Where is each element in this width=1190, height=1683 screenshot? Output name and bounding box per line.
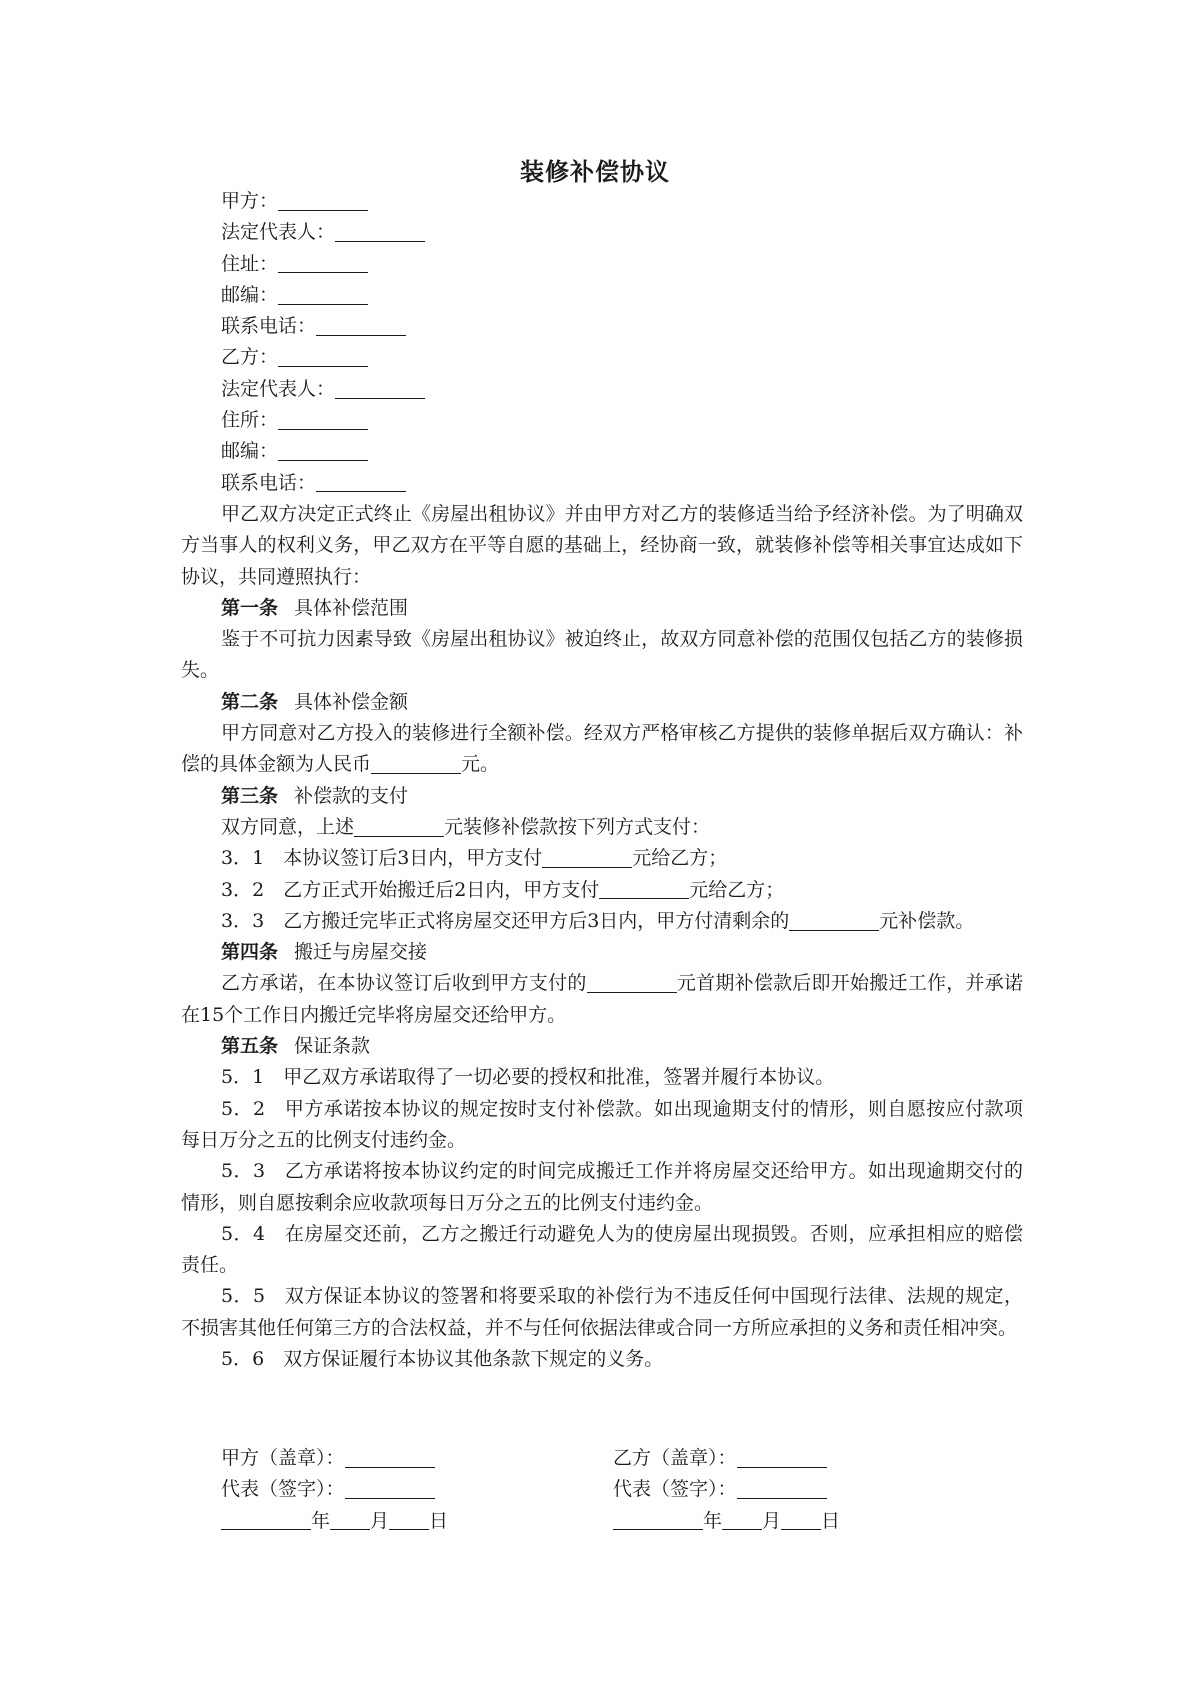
intro-paragraph: 甲乙双方决定正式终止《房屋出租协议》并由甲方对乙方的装修适当给予经济补偿。为了明确双方当事人的权利义务，甲乙双方在平等自愿的基础上，经协商一致，就装修补偿等相关事宜达成如下协议，共同遵照执行：	[181, 502, 1023, 588]
document-title: 装修补偿协议	[520, 157, 670, 186]
article-title: 具体补偿范围	[294, 596, 409, 619]
payment-item	[181, 875, 1023, 906]
article-heading	[181, 1031, 1023, 1062]
item-number: 5．4	[221, 1222, 266, 1245]
article-title: 具体补偿金额	[294, 690, 409, 713]
blank-field[interactable]	[345, 1447, 435, 1468]
payment-item	[181, 906, 1023, 937]
paragraph-text: 乙方承诺将按本协议约定的时间完成搬迁工作并将房屋交还给甲方。如出现逾期交付的情形，则自愿按剩余应收款项每日万分之五的比例支付违约金。	[181, 1160, 1023, 1214]
article-heading	[181, 687, 1023, 718]
paragraph-text: 元装修补偿款按下列方式支付：	[444, 815, 711, 838]
year-label: 年	[703, 1509, 723, 1532]
blank-field[interactable]	[278, 284, 368, 305]
party-a-address-line	[181, 249, 1023, 280]
article-title: 补偿款的支付	[294, 784, 409, 807]
seal-line	[221, 1443, 448, 1474]
seal-label: 甲方（盖章）：	[221, 1447, 345, 1469]
article-number: 第五条	[221, 1035, 279, 1058]
paragraph-text: 元首期补偿款后即开始搬迁工作，并承诺在15个工作日内搬迁完毕将房屋交还给甲方。	[181, 972, 1023, 1026]
field-label: 住址：	[221, 252, 279, 275]
party-b-address-line	[181, 405, 1023, 436]
field-label: 联系电话：	[221, 471, 317, 494]
article-paragraph: 鉴于不可抗力因素导致《房屋出租协议》被迫终止，故双方同意补偿的范围仅包括乙方的装修损失。	[181, 628, 1023, 682]
guarantee-item	[181, 1062, 1023, 1093]
seal-line	[613, 1443, 840, 1474]
article-heading	[181, 937, 1023, 968]
article-title: 保证条款	[294, 1035, 371, 1058]
blank-field[interactable]	[737, 1447, 827, 1468]
item-number: 3．2	[221, 878, 265, 901]
field-label: 法定代表人：	[221, 221, 336, 244]
paragraph-text: 双方同意，上述	[221, 815, 355, 838]
date-line	[221, 1506, 448, 1537]
article-heading	[181, 593, 1023, 624]
paragraph-text: 乙方承诺，在本协议签订后收到甲方支付的	[221, 972, 587, 995]
paragraph-text: 甲乙双方承诺取得了一切必要的授权和批准，签署并履行本协议。	[283, 1066, 835, 1089]
item-number: 3．3	[221, 909, 265, 932]
sign-line	[613, 1474, 840, 1505]
item-number: 5．2	[221, 1097, 266, 1120]
paragraph-text: 甲方承诺按本协议的规定按时支付补偿款。如出现逾期支付的情形，则自愿按应付款项每日万分之五的比例支付违约金。	[181, 1097, 1023, 1151]
guarantee-item	[181, 1094, 1023, 1157]
signature-block-party-b	[613, 1443, 840, 1537]
guarantee-item	[181, 1344, 1023, 1375]
year-blank[interactable]	[613, 1509, 703, 1530]
sign-line	[221, 1474, 448, 1505]
item-number: 3．1	[221, 847, 265, 870]
payment-item	[181, 843, 1023, 874]
blank-field[interactable]	[335, 378, 425, 399]
paragraph-text: 元补偿款。	[879, 909, 975, 932]
paragraph-text: 乙方搬迁完毕正式将房屋交还甲方后3日内，甲方付清剩余的	[283, 909, 790, 932]
article-number: 第三条	[221, 784, 279, 807]
blank-field[interactable]	[345, 1478, 435, 1499]
paragraph-text: 双方保证履行本协议其他条款下规定的义务。	[283, 1347, 664, 1370]
document-body	[181, 186, 1023, 1375]
paragraph-text: 双方保证本协议的签署和将要采取的补偿行为不违反任何中国现行法律、法规的规定，不损害其他任何第三方的合法权益，并不与任何依据法律或合同一方所应承担的义务和责任相冲突。	[181, 1285, 1023, 1339]
month-label: 月	[370, 1509, 390, 1532]
seal-label: 乙方（盖章）：	[613, 1447, 737, 1469]
party-b-phone-line	[181, 468, 1023, 499]
item-number: 5．6	[221, 1347, 265, 1370]
date-line	[613, 1506, 840, 1537]
party-b-postcode-line	[181, 436, 1023, 467]
month-label: 月	[762, 1509, 782, 1532]
party-b-line	[181, 342, 1023, 373]
sign-label: 代表（签字）：	[613, 1478, 737, 1501]
blank-field[interactable]	[316, 315, 406, 336]
blank-field[interactable]	[316, 472, 406, 493]
field-label: 联系电话：	[221, 315, 317, 338]
guarantee-item	[181, 1156, 1023, 1219]
paragraph-text: 元给乙方；	[689, 878, 785, 901]
field-label: 乙方：	[221, 346, 279, 369]
blank-field[interactable]	[278, 440, 368, 461]
blank-field[interactable]	[587, 972, 677, 993]
blank-field[interactable]	[599, 878, 689, 899]
field-label: 法定代表人：	[221, 377, 336, 400]
blank-field[interactable]	[371, 753, 461, 774]
field-label: 甲方：	[221, 190, 279, 212]
payment-lead	[181, 812, 1023, 843]
signature-block-party-a	[221, 1443, 448, 1537]
article-heading	[181, 781, 1023, 812]
paragraph-text: 在房屋交还前，乙方之搬迁行动避免人为的使房屋出现损毁。否则，应承担相应的赔偿责任。	[181, 1222, 1023, 1277]
blank-field[interactable]	[278, 252, 368, 273]
article-number: 第一条	[221, 596, 279, 619]
article-number: 第二条	[221, 690, 279, 713]
paragraph-text: 甲方同意对乙方投入的装修进行全额补偿。经双方严格审核乙方提供的装修单据后双方确认：补偿的具体金额为人民币	[181, 722, 1023, 776]
blank-field[interactable]	[278, 346, 368, 367]
party-b-rep-line	[181, 374, 1023, 405]
day-label: 日	[429, 1509, 449, 1532]
guarantee-item	[181, 1219, 1023, 1282]
day-blank[interactable]	[781, 1509, 821, 1530]
blank-field[interactable]	[278, 190, 368, 211]
blank-field[interactable]	[278, 409, 368, 430]
blank-field[interactable]	[789, 910, 879, 931]
article-title: 搬迁与房屋交接	[294, 941, 428, 964]
blank-field[interactable]	[354, 816, 444, 837]
party-a-rep-line	[181, 217, 1023, 248]
paragraph-text: 乙方正式开始搬迁后2日内，甲方支付	[283, 878, 600, 901]
item-number: 5．3	[221, 1160, 266, 1183]
sign-label: 代表（签字）：	[221, 1478, 345, 1501]
blank-field[interactable]	[737, 1478, 827, 1499]
month-blank[interactable]	[330, 1509, 370, 1530]
month-blank[interactable]	[722, 1509, 762, 1530]
party-a-line	[181, 186, 1023, 217]
field-label: 邮编：	[221, 283, 279, 306]
item-number: 5．1	[221, 1066, 265, 1089]
blank-field[interactable]	[335, 221, 425, 242]
party-a-phone-line	[181, 311, 1023, 342]
item-number: 5．5	[221, 1285, 266, 1308]
field-label: 邮编：	[221, 440, 279, 463]
paragraph-text: 元给乙方；	[632, 847, 728, 870]
year-blank[interactable]	[221, 1509, 311, 1530]
field-label: 住所：	[221, 409, 279, 432]
paragraph-text: 元。	[461, 753, 500, 776]
year-label: 年	[311, 1509, 331, 1532]
day-label: 日	[821, 1509, 841, 1532]
day-blank[interactable]	[389, 1509, 429, 1530]
blank-field[interactable]	[542, 847, 632, 868]
guarantee-item	[181, 1281, 1023, 1344]
article-number: 第四条	[221, 941, 279, 964]
article-paragraph	[181, 968, 1023, 1031]
paragraph-text: 本协议签订后3日内，甲方支付	[283, 847, 543, 870]
article-paragraph	[181, 718, 1023, 781]
party-a-postcode-line	[181, 280, 1023, 311]
